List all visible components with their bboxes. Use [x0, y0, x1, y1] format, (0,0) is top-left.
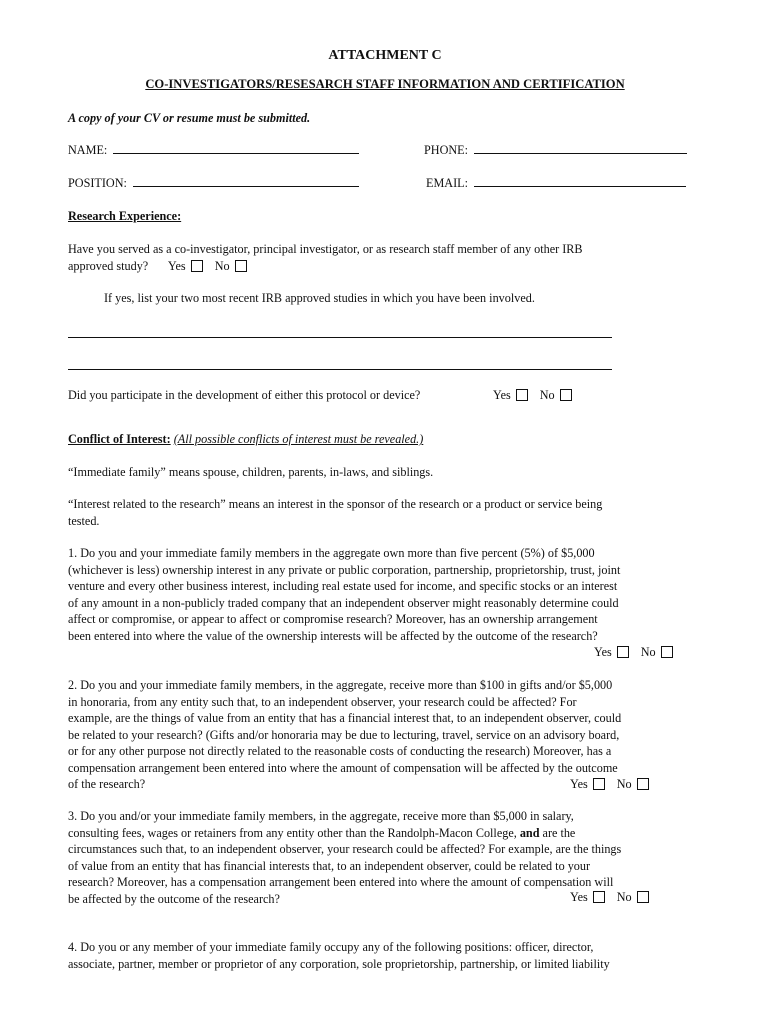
phone-label: PHONE:: [424, 143, 469, 157]
question-3-yes-no: [570, 889, 649, 906]
development-yes-no: [493, 387, 572, 404]
research-yes-checkbox[interactable]: [191, 260, 203, 272]
question-2-yes-checkbox[interactable]: [593, 778, 605, 790]
yes-label: Yes: [493, 388, 511, 402]
email-label: EMAIL:: [426, 176, 468, 190]
cv-note: A copy of your CV or resume must be submitted.: [68, 111, 311, 125]
page-subtitle: CO-INVESTIGATORS/RESESARCH STAFF INFORMATION AND CERTIFICATION: [145, 77, 625, 91]
emphasis-and: and: [519, 825, 540, 840]
phone-input-line[interactable]: [474, 143, 687, 154]
immediate-family-definition: “Immediate family” means spouse, children, parents, in-laws, and siblings.: [68, 465, 434, 479]
yes-label: Yes: [570, 777, 588, 791]
development-yes-checkbox[interactable]: [516, 389, 528, 401]
question-2-no-checkbox[interactable]: [637, 778, 649, 790]
study-entry-line-1[interactable]: [68, 337, 612, 338]
email-input-line[interactable]: [474, 176, 686, 187]
question-line: 1. Do you and your immediate family members in the aggregate own more than five percent (5%) of $5,000: [68, 546, 595, 560]
research-heading: Research Experience:: [68, 209, 182, 223]
question-line: compensation arrangement been entered into where the amount of compensation will be affected by the outcome: [68, 760, 618, 775]
no-label: No: [539, 388, 555, 402]
development-question: Did you participate in the development of either this protocol or device?: [68, 388, 421, 402]
yes-label: Yes: [594, 645, 612, 659]
question-1-yes-no: [594, 644, 673, 661]
yes-label: Yes: [167, 258, 186, 273]
coi-heading: Conflict of Interest:: [68, 432, 171, 446]
question-line: in honoraria, from any entity such that, to an independent observer, your research could be affected? For: [68, 694, 577, 709]
question-line: of any amount in a non-publicly traded company that an independent observer might reasonably determine could: [68, 595, 619, 610]
no-label: No: [616, 777, 632, 791]
question-line: be affected by the outcome of the research?: [68, 891, 280, 906]
question-line: example, are the things of value from an entity that has a financial interest that, to an independent observer, could: [68, 711, 622, 725]
question-3-no-checkbox[interactable]: [637, 891, 649, 903]
question-line: venture and every other business interest, including real estate used for income, and specific stocks or an interest: [68, 579, 618, 593]
question-1-yes-checkbox[interactable]: [617, 646, 629, 658]
question-3-yes-checkbox[interactable]: [593, 891, 605, 903]
position-label: POSITION:: [68, 176, 127, 190]
research-question-line: Have you served as a co-investigator, principal investigator, or as research staff member of any other IRB: [68, 242, 583, 256]
question-line: 4. Do you or any member of your immediate family occupy any of the following positions: officer, director,: [68, 940, 594, 954]
question-line: associate, partner, member or proprietor of any corporation, sole proprietorship, partnership, or limited liability: [68, 956, 610, 971]
question-line: of value from an entity that has financial interests that, to an independent observer, could be related to your: [68, 858, 591, 873]
question-line: (whichever is less) ownership interest in any private or public corporation, partnership, proprietorship, trust, joint: [68, 562, 621, 577]
interest-definition-line: “Interest related to the research” means an interest in the sponsor of the research or a product or service being: [68, 497, 603, 511]
position-field[interactable]: [68, 175, 359, 192]
research-no-checkbox[interactable]: [235, 260, 247, 272]
question-line-tail: are the: [539, 825, 576, 840]
name-field[interactable]: [68, 142, 359, 159]
email-field[interactable]: [426, 175, 686, 192]
question-line: research? Moreover, has a compensation arrangement been entered into where the amount of compensation will: [68, 875, 614, 889]
coi-heading-note: (All possible conflicts of interest must be revealed.): [173, 432, 424, 446]
no-label: No: [640, 645, 656, 659]
question-2-yes-no: [570, 776, 649, 793]
question-line: circumstances such that, to an independent observer, your research could be affected? For example, are the things: [68, 842, 622, 856]
question-line: of the research?: [68, 777, 146, 791]
if-yes-instruction: If yes, list your two most recent IRB approved studies in which you have been involved.: [104, 291, 535, 305]
question-1: [68, 545, 718, 644]
yes-label: Yes: [570, 890, 588, 904]
name-label: NAME:: [68, 143, 108, 157]
no-label: No: [214, 258, 230, 273]
question-1-no-checkbox[interactable]: [661, 646, 673, 658]
question-line: consulting fees, wages or retainers from any entity other than the Randolph-Macon College,: [68, 825, 517, 840]
page-title: ATTACHMENT C: [328, 48, 442, 63]
name-input-line[interactable]: [113, 143, 359, 154]
interest-definition: [68, 496, 718, 529]
research-question: [68, 241, 708, 274]
position-input-line[interactable]: [133, 176, 359, 187]
development-no-checkbox[interactable]: [560, 389, 572, 401]
question-line: 2. Do you and your immediate family members, in the aggregate, receive more than $100 in gifts and/or $5,000: [68, 678, 613, 692]
phone-field[interactable]: [424, 142, 687, 159]
question-line: 3. Do you and/or your immediate family members, in the aggregate, receive more than $5,000 in salary,: [68, 809, 574, 823]
question-line: be related to your research? (Gifts and/or honoraria may be due to lecturing, travel, service on an advisory board,: [68, 727, 620, 742]
interest-definition-line: tested.: [68, 513, 100, 528]
coi-heading-row: [68, 431, 423, 448]
question-4: [68, 939, 718, 972]
research-question-line: approved study?: [68, 258, 149, 273]
question-line: affect or compromise, or appear to affect or compromise research? Moreover, has an ownership arrangement: [68, 612, 598, 626]
no-label: No: [616, 890, 632, 904]
study-entry-line-2[interactable]: [68, 369, 612, 370]
question-line: been entered into where the value of the ownership interests will be affected by the outcome of the research?: [68, 628, 598, 643]
question-line: or for any other purpose not directly related to the reasonable costs of conducting the research) Moreover, has a: [68, 744, 612, 758]
